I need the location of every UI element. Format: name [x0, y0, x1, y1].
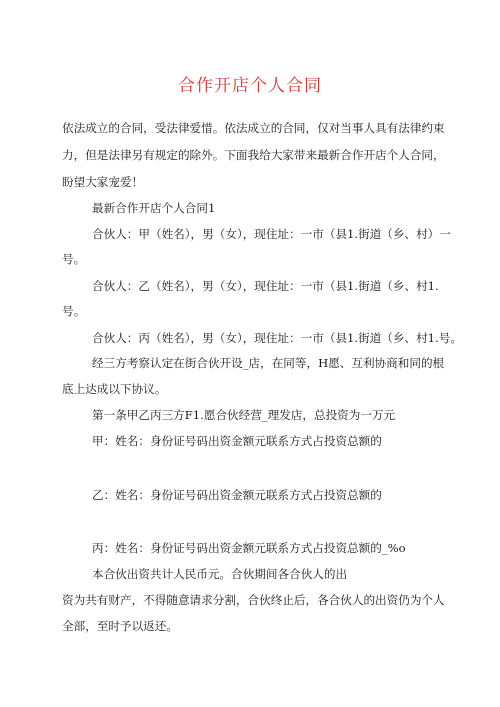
contract-heading: 最新合作开店个人合同1: [92, 201, 216, 215]
intro-line-3: 盼望大家宠爱！: [62, 175, 144, 189]
consult-line-2: 底上达成以下协议。: [62, 382, 167, 396]
partner-b-line-2: 号。: [62, 304, 86, 318]
property-line-1: 资为共有财产，不得随意请求分割，合伙终止后，各合伙人的出资仍为个人: [62, 593, 445, 607]
property-line-2: 全部，至时予以返还。: [62, 619, 178, 633]
document-title: 合作开店个人合同: [178, 76, 322, 96]
partner-a-info-row: 甲：姓名：身份证号码出资金额元联系方式占投资总额的: [92, 434, 382, 448]
partner-b-line-1: 合伙人：乙（姓名），男（女），现住址：一市（县1.街道（乡、村1.: [92, 279, 439, 293]
partner-b-info-row: 乙：姓名：身份证号码出资金额元联系方式占投资总额的: [92, 488, 382, 502]
article-1: 第一条甲乙丙三方F1.愿合伙经营_理发店，总投资为一万元: [92, 408, 396, 422]
intro-line-2: 力，但是法律另有规定的除外。下面我给大家带来最新合作开店个人合同，: [62, 148, 445, 162]
partner-c-line: 合伙人：丙（姓名），男（女），现住址：一市（县1.街道（乡、村1.号。: [92, 331, 462, 345]
capital-line: 本合伙出资共计人民币元。合伙期间各合伙人的出: [92, 567, 348, 581]
partner-a-line-2: 号。: [62, 252, 86, 266]
partner-a-line-1: 合伙人：甲（姓名），男（女），现住址：一市（县1.街道（乡、村）一: [92, 227, 451, 241]
intro-line-1: 依法成立的合同，受法律爱惜。依法成立的合同，仅对当事人具有法律约束: [62, 121, 445, 135]
consult-line-1: 经三方考察认定在街合伙开设_店，在同等，H愿、互利协商和同的根: [92, 356, 445, 370]
partner-c-info-row: 丙：姓名：身份证号码出资金额元联系方式占投资总额的_%o: [92, 541, 406, 555]
